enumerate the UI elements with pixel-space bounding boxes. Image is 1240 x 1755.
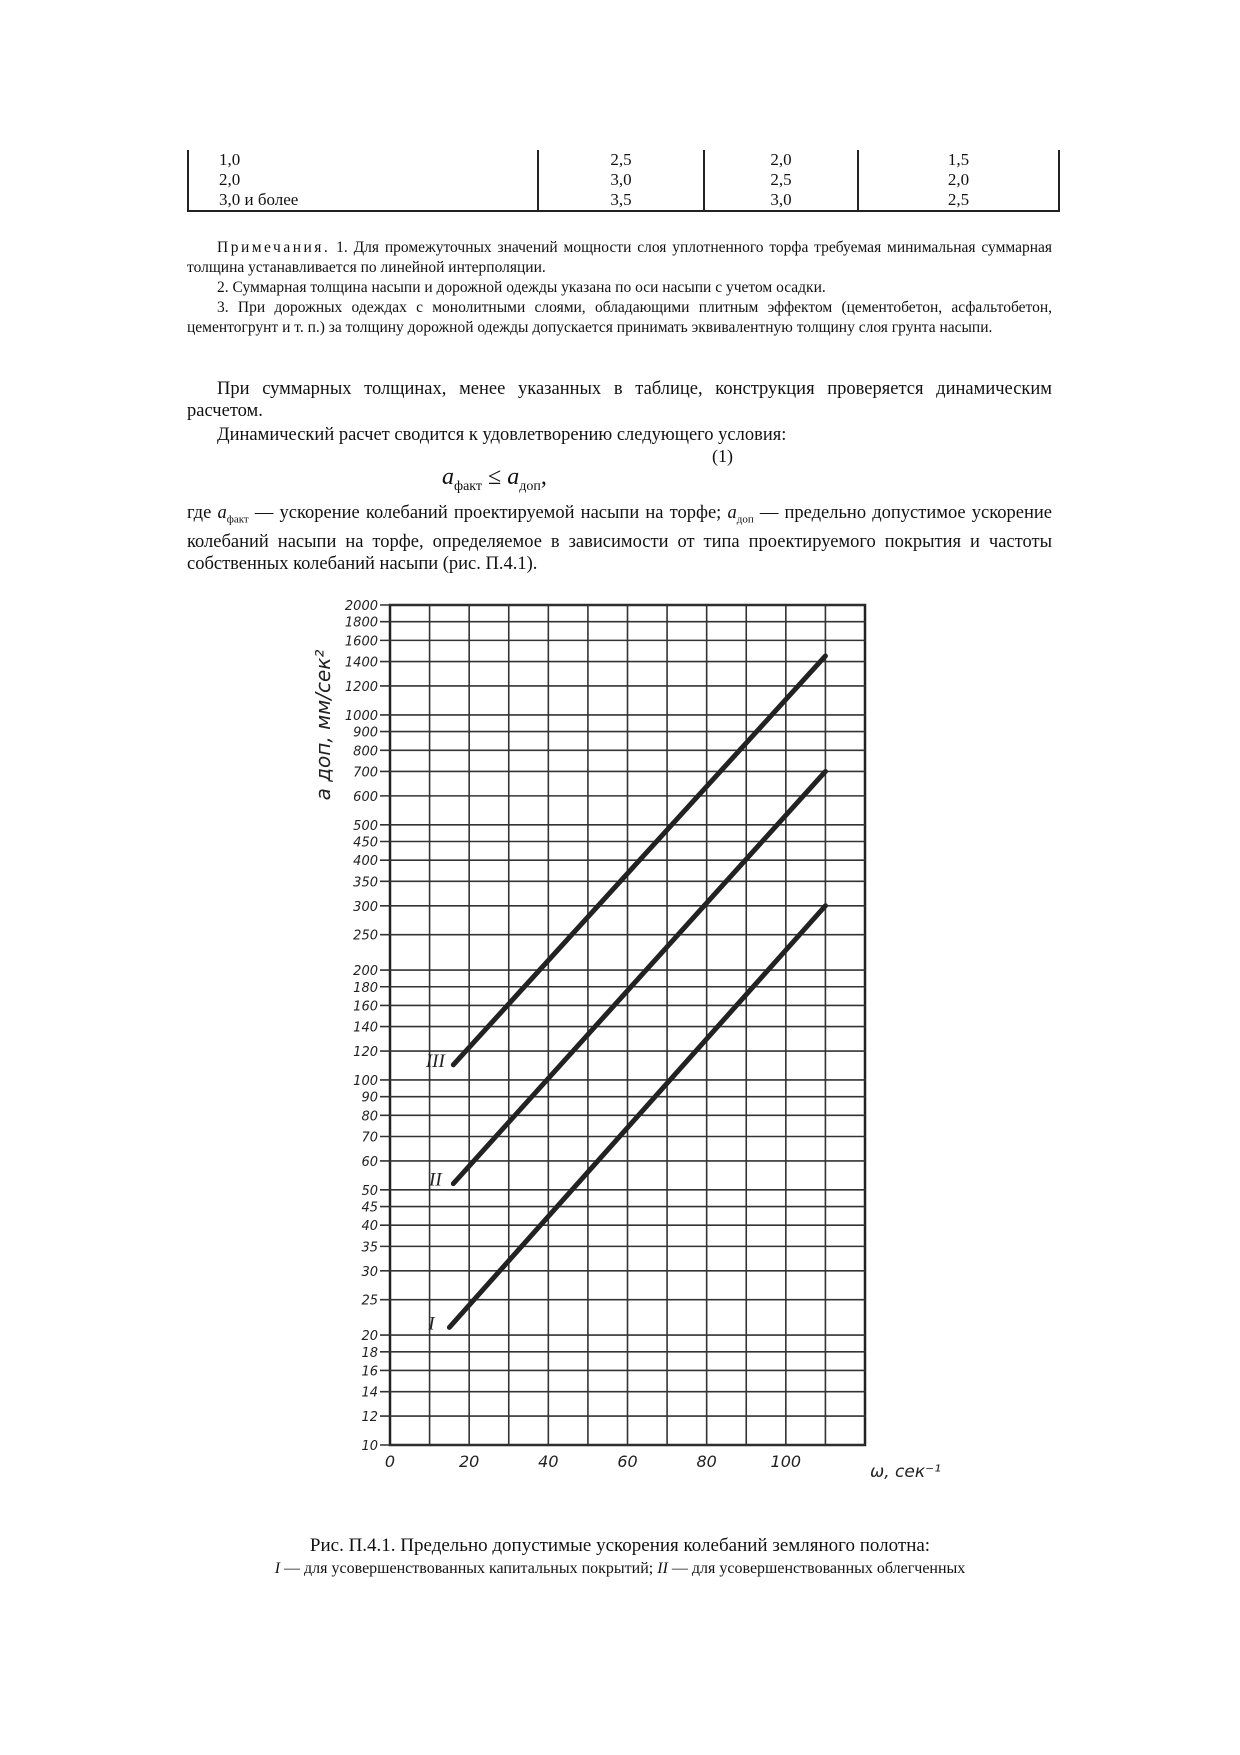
x-tick-label: 0 — [384, 1452, 396, 1471]
y-tick-label: 800 — [353, 744, 378, 760]
text-run: a — [727, 503, 737, 523]
note-2: 2. Суммарная толщина насыпи и дорожной одежды указана по оси насыпи с учетом осадки. — [217, 279, 826, 296]
y-tick-label: 140 — [353, 1020, 378, 1036]
y-tick-label: 45 — [361, 1200, 378, 1216]
text-run: — предельно допустимое ускорение колебаний насыпи на торфе, определяемое в зависимости от типа проектируемого покрытия и частоты собственных колебаний насыпи (рис. П.4.1). — [187, 503, 1053, 574]
y-tick-label: 1800 — [344, 615, 378, 631]
y-tick-label: 300 — [353, 899, 378, 915]
x-tick-label: 100 — [770, 1452, 802, 1471]
y-tick-label: 450 — [353, 835, 378, 851]
y-tick-label: 600 — [353, 789, 378, 805]
text-run: факт — [226, 513, 249, 526]
y-tick-label: 160 — [353, 999, 378, 1015]
text-run: доп — [736, 513, 754, 526]
y-tick-label: 250 — [353, 928, 378, 944]
y-tick-label: 700 — [353, 765, 378, 781]
y-tick-label: 80 — [361, 1109, 378, 1125]
text-run: — для усовершенствованных облегченных — [667, 1560, 966, 1577]
eq-rhs: a — [507, 464, 520, 490]
table-cell: 1,0 — [188, 150, 538, 170]
notes-heading: Примечания. — [217, 239, 331, 256]
table-cell: 2,0 — [704, 150, 858, 170]
eq-tail: , — [540, 464, 547, 490]
y-tick-label: 180 — [353, 980, 378, 996]
table-cell: 2,0 — [188, 170, 538, 190]
paragraph-text: Динамический расчет сводится к удовлетворению следующего условия: — [217, 425, 787, 445]
thickness-table — [187, 150, 1060, 212]
series-line-I — [449, 906, 825, 1328]
y-tick-label: 350 — [353, 875, 378, 891]
text-run: I — [274, 1560, 281, 1577]
figure-caption-legend — [150, 1560, 1090, 1578]
y-tick-label: 25 — [361, 1293, 378, 1309]
y-tick-label: 120 — [353, 1045, 378, 1061]
y-tick-label: 200 — [353, 964, 378, 980]
paragraph-text: При суммарных толщинах, менее указанных в таблице, конструкция проверяется динамическим расчетом. — [187, 379, 1052, 421]
var-afact — [217, 503, 249, 526]
eq-rhs-sub: доп — [519, 478, 541, 494]
series-label-I: I — [428, 1313, 435, 1335]
paragraph-3 — [187, 502, 1052, 575]
table-cell: 2,0 — [858, 170, 1059, 190]
y-tick-label: 10 — [361, 1439, 378, 1454]
text-run: a — [217, 503, 227, 523]
eq-lhs-sub: факт — [454, 478, 483, 494]
table-cell: 3,5 — [538, 190, 704, 211]
x-axis-label: ω, сек⁻¹ — [870, 1462, 941, 1482]
table-cell: 2,5 — [858, 190, 1059, 211]
x-tick-label: 80 — [696, 1452, 717, 1471]
table-row — [188, 170, 1059, 190]
table-cell: 3,0 — [704, 190, 858, 211]
figure-caption: Рис. П.4.1. Предельно допустимые ускорения колебаний земляного полотна: — [309, 1535, 931, 1556]
x-tick-label: 40 — [538, 1452, 559, 1471]
y-tick-label: 35 — [361, 1240, 378, 1256]
paragraph-2 — [187, 424, 1052, 446]
series-label-II: II — [429, 1169, 442, 1191]
y-tick-label: 14 — [361, 1385, 378, 1401]
y-tick-label: 900 — [353, 725, 378, 741]
y-tick-label: 30 — [361, 1264, 378, 1280]
y-tick-label: 100 — [353, 1073, 378, 1089]
y-tick-label: 1600 — [344, 634, 378, 650]
x-tick-label: 20 — [458, 1452, 480, 1471]
y-tick-label: 20 — [361, 1329, 378, 1345]
y-tick-label: 16 — [361, 1364, 378, 1380]
y-tick-label: 90 — [361, 1090, 378, 1106]
y-tick-label: 60 — [361, 1154, 378, 1170]
table-cell: 1,5 — [858, 150, 1059, 170]
table-cell: 3,0 и более — [188, 190, 538, 211]
y-tick-label: 2000 — [344, 599, 378, 614]
text-run: где — [187, 503, 218, 523]
y-tick-label: 1400 — [344, 655, 378, 671]
y-tick-label: 400 — [353, 854, 378, 870]
table-row — [188, 190, 1059, 211]
y-tick-label: 50 — [361, 1183, 378, 1199]
y-tick-label: 12 — [361, 1410, 378, 1426]
equation — [442, 464, 547, 495]
eq-lhs: a — [442, 464, 454, 490]
paragraph-1 — [187, 378, 1052, 422]
text-run: — ускорение колебаний проектируемой насыпи на торфе; — [248, 503, 728, 523]
table-cell: 3,0 — [538, 170, 704, 190]
table-cell: 2,5 — [538, 150, 704, 170]
paragraph-text — [187, 502, 1052, 575]
y-tick-label: 18 — [361, 1345, 378, 1361]
x-tick-label: 60 — [617, 1452, 638, 1471]
var-adop — [727, 503, 754, 526]
series-label-III: III — [425, 1050, 445, 1072]
note-1 — [187, 238, 1052, 278]
y-tick-label: 1200 — [344, 679, 378, 695]
note-3: 3. При дорожных одеждах с монолитными слоями, обладающими плитным эффектом (цементобетон, асфальтобетон, цементогрунт и т. п.) за толщину дорожной одежды допускается принимать эквивалентную толщину слоя грунта насыпи. — [187, 299, 1052, 336]
equation-number: (1) — [712, 446, 733, 466]
note-1-text: 1. Для промежуточных значений мощности слоя уплотненного торфа требуемая минимальная суммарная толщина устанавливается по линейной интерполяции. — [187, 239, 1053, 276]
y-tick-label: 40 — [361, 1219, 378, 1235]
table-cell: 2,5 — [704, 170, 858, 190]
text-run: — для усовершенствованных капитальных покрытий; — [280, 1560, 658, 1577]
acceleration-chart — [290, 585, 950, 1530]
eq-relation: ≤ — [488, 464, 502, 490]
table-row — [188, 150, 1059, 170]
y-tick-label: 1000 — [344, 708, 378, 724]
y-tick-label: 70 — [361, 1130, 378, 1146]
table-notes — [187, 238, 1052, 338]
y-tick-label: 500 — [353, 818, 378, 834]
y-axis-label: a доп, мм/сек² — [311, 649, 335, 801]
text-run: II — [657, 1560, 668, 1577]
